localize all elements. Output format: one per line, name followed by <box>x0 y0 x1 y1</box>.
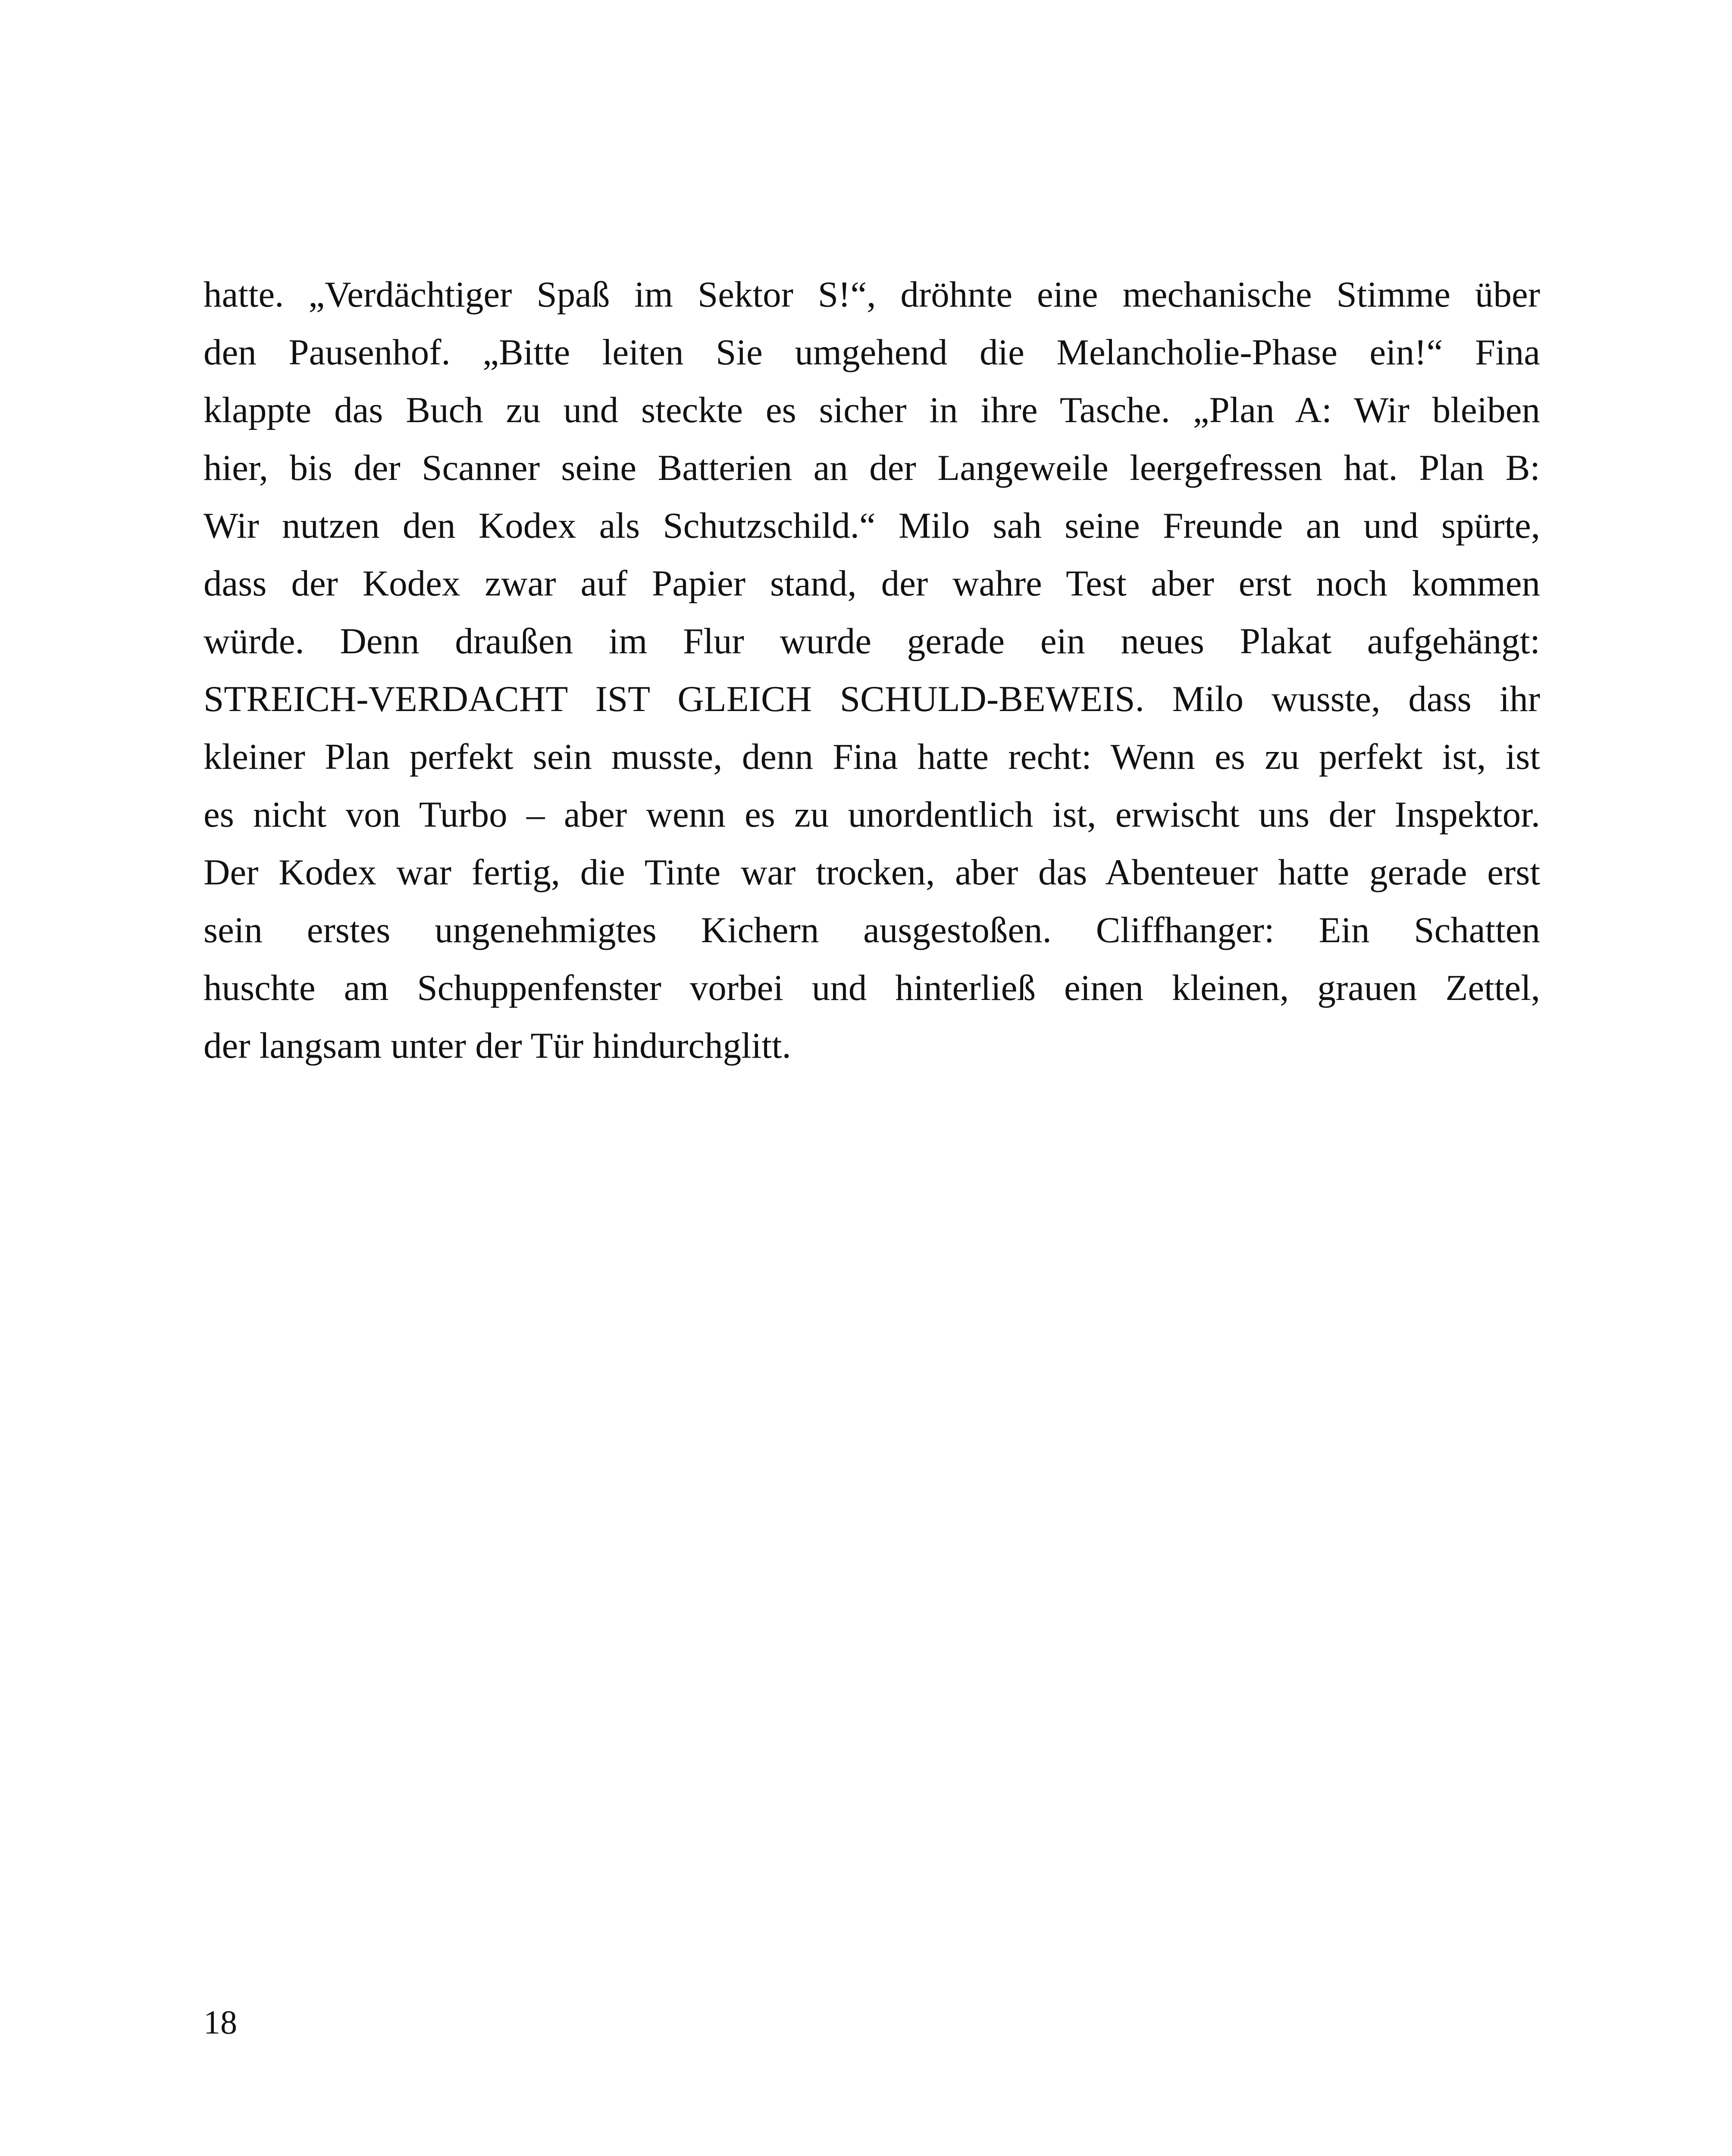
text-line-3: klappte das Buch zu und steckte es sicher in ihre Tasche. „Plan A: Wir bleiben <box>204 390 1540 430</box>
text-line-9: kleiner Plan perfekt sein musste, denn Fina hatte recht: Wenn es zu perfekt ist, ist <box>204 736 1540 777</box>
text-line-13: huschte am Schuppenfenster vorbei und hinterließ einen kleinen, grauen Zettel, <box>204 968 1540 1008</box>
text-line-4: hier, bis der Scanner seine Batterien an der Langeweile leergefressen hat. Plan B: <box>204 448 1540 488</box>
text-line-10: es nicht von Turbo – aber wenn es zu unordentlich ist, erwischt uns der Inspektor. <box>204 794 1540 835</box>
text-line-7: würde. Denn draußen im Flur wurde gerade ein neues Plakat aufgehängt: <box>204 621 1540 661</box>
body-paragraph <box>204 266 1540 1075</box>
page-number: 18 <box>204 2003 237 2041</box>
text-line-14: der langsam unter der Tür hindurchglitt. <box>204 1025 791 1066</box>
text-line-2: den Pausenhof. „Bitte leiten Sie umgehend die Melancholie-Phase ein!“ Fina <box>204 332 1540 373</box>
text-line-8: STREICH-VERDACHT IST GLEICH SCHULD-BEWEIS. Milo wusste, dass ihr <box>204 679 1540 719</box>
text-line-11: Der Kodex war fertig, die Tinte war trocken, aber das Abenteuer hatte gerade erst <box>204 852 1540 893</box>
text-line-6: dass der Kodex zwar auf Papier stand, der wahre Test aber erst noch kommen <box>204 563 1540 604</box>
text-line-12: sein erstes ungenehmigtes Kichern ausgestoßen. Cliffhanger: Ein Schatten <box>204 910 1540 950</box>
text-line-5: Wir nutzen den Kodex als Schutzschild.“ Milo sah seine Freunde an und spürte, <box>204 505 1540 546</box>
text-line-1: hatte. „Verdächtiger Spaß im Sektor S!“, dröhnte eine mechanische Stimme über <box>204 274 1540 315</box>
